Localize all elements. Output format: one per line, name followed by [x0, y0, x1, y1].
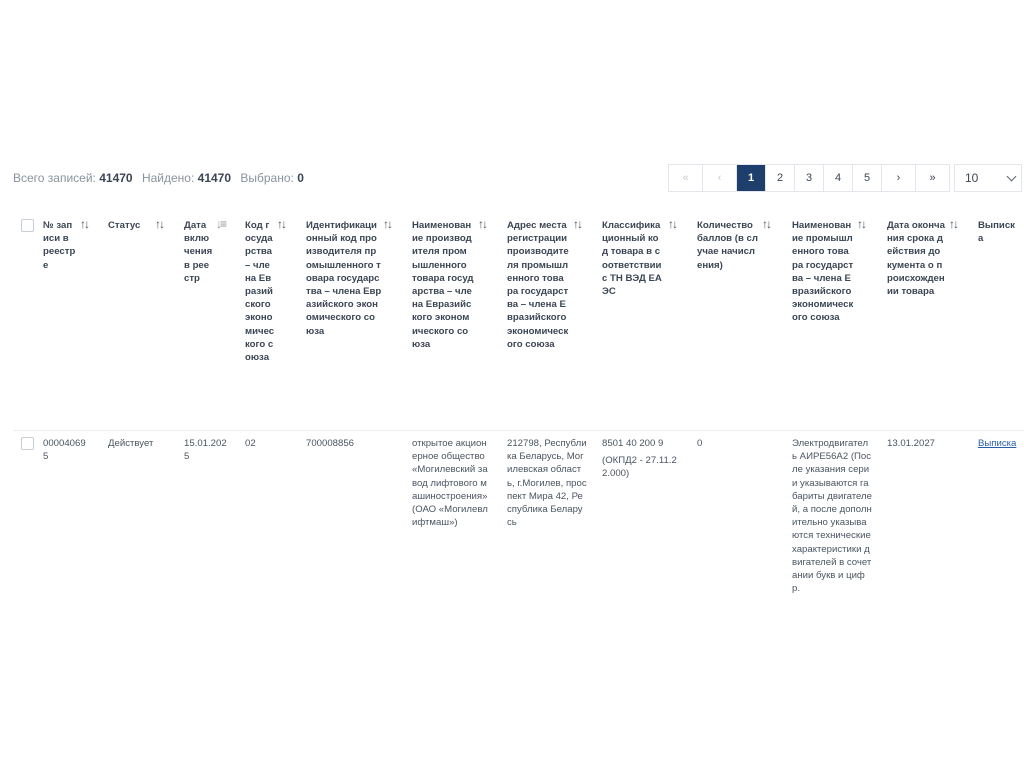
cell-record-number: 000040695: [43, 438, 86, 463]
sort-icon[interactable]: ↑↓: [277, 217, 285, 231]
found-label: Найдено:: [141, 171, 195, 185]
select-all-checkbox[interactable]: [21, 219, 34, 232]
sort-icon[interactable]: ↑↓: [949, 217, 957, 231]
cell-country-code: 02: [245, 438, 256, 449]
cell-hs-code: [602, 437, 682, 481]
sort-icon[interactable]: ↑↓: [478, 217, 486, 231]
cell-status: Действует: [108, 438, 154, 449]
page-2-button[interactable]: 2: [766, 165, 795, 191]
sort-active-icon[interactable]: ↓≡: [216, 217, 226, 231]
page-3-button[interactable]: 3: [795, 165, 824, 191]
hs-code-value: 8501 40 200 9: [602, 438, 664, 449]
page-size-select[interactable]: [954, 164, 1022, 192]
cell-expiry-date: 13.01.2027: [887, 438, 936, 449]
chevron-down-icon: [1007, 171, 1017, 181]
selected-value: 0: [297, 171, 304, 185]
total-value: 41470: [99, 171, 133, 185]
header-record-number: № записи в реестре: [43, 220, 76, 271]
extract-link[interactable]: Выписка: [978, 438, 1017, 449]
cell-points: 0: [697, 438, 703, 449]
row-checkbox[interactable]: [21, 437, 34, 450]
prev-page-button[interactable]: ‹: [703, 165, 737, 191]
header-points: Количество баллов (в случае начисления): [697, 220, 758, 271]
last-page-button[interactable]: »: [916, 165, 950, 191]
cell-product-name: Электродвигатель АИРЕ56А2 (После указания серии указываются габариты двигателей, а после дополнительно указываются технические характеристики двигателей в сочетании букв и цифр.: [792, 438, 872, 595]
records-summary: [13, 171, 310, 185]
cell-address: 212798, Республика Беларусь, Могилевская область, г.Могилев, проспект Мира 42, Республика Беларусь: [507, 438, 587, 529]
first-page-button[interactable]: «: [669, 165, 703, 191]
header-country-code: Код государства – члена Евразийского экономического союза: [245, 220, 275, 364]
sort-icon[interactable]: ↑↓: [155, 217, 163, 231]
header-date-included: Дата включения в реестр: [184, 220, 213, 284]
sort-icon[interactable]: ↑↓: [857, 217, 865, 231]
cell-producer-id: 700008856: [306, 438, 355, 449]
sort-icon[interactable]: ↑↓: [762, 217, 770, 231]
cell-date-included: 15.01.2025: [184, 438, 227, 463]
sort-icon[interactable]: ↑↓: [668, 217, 676, 231]
page-4-button[interactable]: 4: [824, 165, 853, 191]
cell-producer-name: открытое акционерное общество «Могилевский завод лифтового машиностроения» (ОАО «Могилевлифтмаш»): [412, 438, 488, 529]
total-label: Всего записей:: [13, 171, 96, 185]
header-hs-code: Классификационный код товара в соответствии с ТН ВЭД ЕАЭС: [602, 220, 662, 298]
sort-icon[interactable]: ↑↓: [383, 217, 391, 231]
page-1-button[interactable]: 1: [737, 165, 766, 191]
header-product-name: Наименование промышленного товара государства – члена Евразийского экономического союза: [792, 220, 854, 324]
header-status: Статус: [108, 220, 141, 231]
header-expiry-date: Дата окончания срока действия документа о происхождении товара: [887, 220, 945, 298]
okpd2-code: (ОКПД2 - 27.11.22.000): [602, 455, 677, 480]
header-producer-name: Наименование производителя промышленного товара государства – члена Евразийского экономического союза: [412, 220, 474, 350]
pagination: [668, 164, 950, 192]
sort-icon[interactable]: ↑↓: [80, 217, 88, 231]
header-extract: Выписка: [978, 220, 1015, 245]
header-address: Адрес места регистрации производителя промышленного товара государства – члена Евразийского экономического союза: [507, 220, 569, 350]
page-size-value: 10: [965, 171, 979, 185]
selected-label: Выбрано:: [240, 171, 294, 185]
header-producer-id: Идентификационный код производителя промышленного товара государства – члена Евразийского экономического союза: [306, 220, 382, 337]
header-divider: [13, 430, 1024, 431]
next-page-button[interactable]: ›: [882, 165, 916, 191]
sort-icon[interactable]: ↑↓: [573, 217, 581, 231]
found-value: 41470: [197, 171, 232, 185]
page-5-button[interactable]: 5: [853, 165, 882, 191]
